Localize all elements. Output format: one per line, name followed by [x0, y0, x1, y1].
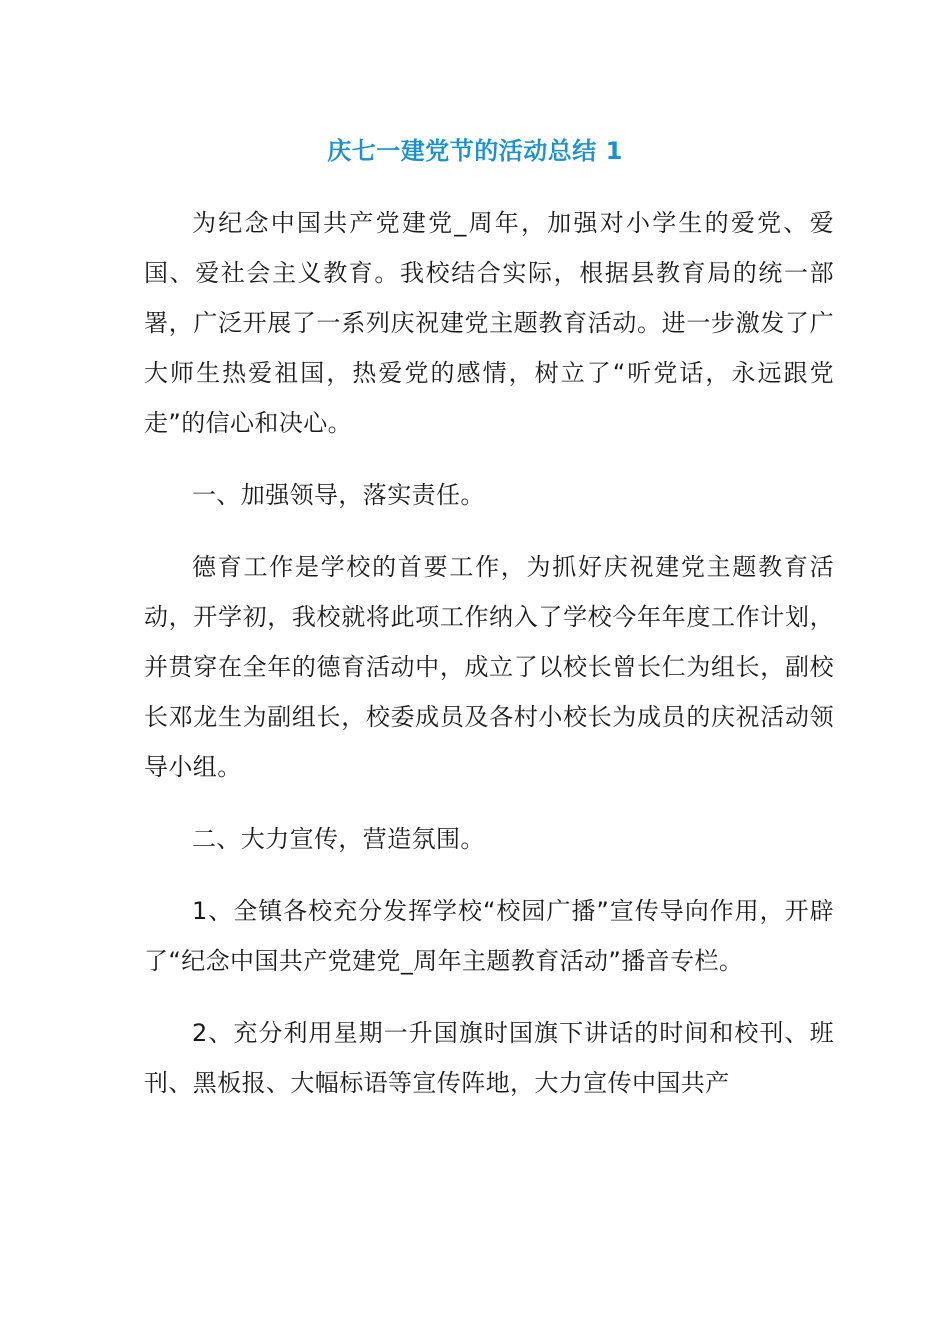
document-body: [144, 198, 834, 1130]
section-heading-publicity: 二、大力宣传，营造氛围。: [192, 825, 485, 853]
paragraph-publicity-1: 1、全镇各校充分发挥学校“校园广播”宣传导向作用，开辟了“纪念中国共产党建党_周年主题教育活动”播音专栏。: [144, 897, 834, 975]
paragraph-publicity-2: 2、充分利用星期一升国旗时国旗下讲话的时间和校刊、班刊、黑板报、大幅标语等宣传阵地，大力宣传中国共产: [144, 1019, 834, 1097]
paragraph-intro: 为纪念中国共产党建党_周年，加强对小学生的爱党、爱国、爱社会主义教育。我校结合实际，根据县教育局的统一部署，广泛开展了一系列庆祝建党主题教育活动。进一步激发了广大师生热爱祖国，热爱党的感情，树立了“听党话，永远跟党走”的信心和决心。: [144, 209, 834, 437]
section-heading-leadership: 一、加强领导，落实责任。: [192, 481, 485, 509]
document-title: 庆七一建党节的活动总结 1: [327, 137, 623, 165]
paragraph-leadership: 德育工作是学校的首要工作，为抓好庆祝建党主题教育活动，开学初，我校就将此项工作纳入了学校今年年度工作计划，并贯穿在全年的德育活动中，成立了以校长曾长仁为组长，副校长邓龙生为副组长，校委成员及各村小校长为成员的庆祝活动领导小组。: [144, 553, 834, 781]
